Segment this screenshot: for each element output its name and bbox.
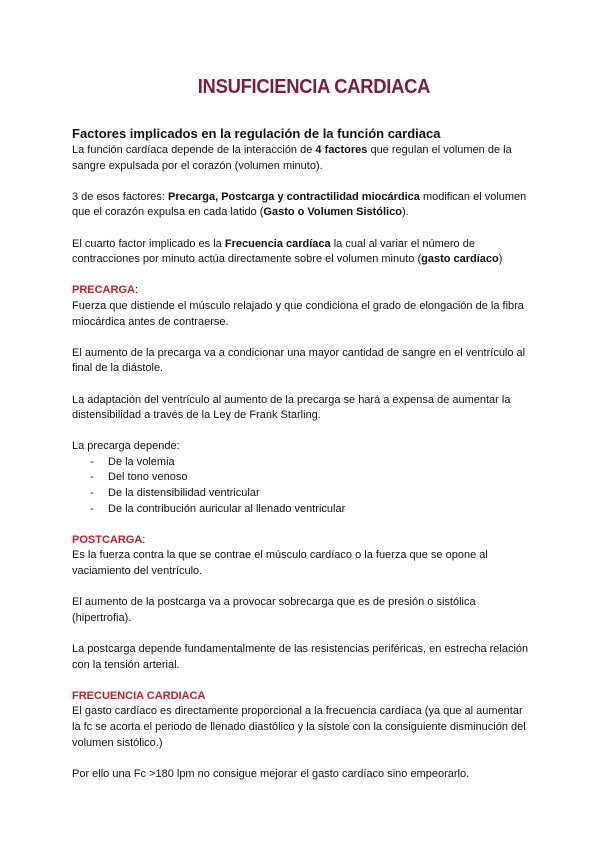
text-run: 3 de esos factores: xyxy=(72,190,168,203)
intro-paragraph-factors xyxy=(72,143,532,174)
document-title: INSUFICIENCIA CARDIACA xyxy=(197,76,431,98)
list-item: - Del tono venoso xyxy=(90,470,532,486)
text-run: ) xyxy=(498,253,503,266)
postcarga-heading-line xyxy=(72,533,532,549)
frecuencia-paragraph-1: El gasto cardíaco es directamente proporcional a la frecuencia cardíaca (ya que al aumentar la fc se acorta el periodo de llenado diastólico y la sístole con la consiguiente disminución del volumen sistólico.) xyxy=(72,705,526,749)
text-run: que regulan el volumen de la sangre expulsada por el corazón (volumen minuto). xyxy=(72,144,512,172)
bold-run: 4 factores xyxy=(315,144,368,156)
section-subtitle: Factores implicados en la regulación de la función cardiaca xyxy=(72,126,441,141)
postcarga-paragraph-3: La postcarga depende fundamentalmente de las resistencias periféricas, en estrecha relación con la tensión arterial. xyxy=(72,643,529,671)
text-run: El cuarto factor implicado es la xyxy=(72,237,225,250)
precarga-depends-list xyxy=(72,455,532,517)
postcarga-paragraph-1: Es la fuerza contra la que se contrae el músculo cardíaco o la fuerza que se opone al vaciamiento del ventrículo. xyxy=(72,549,488,578)
bold-run: gasto cardíaco xyxy=(421,253,499,266)
precarga-heading-line xyxy=(72,283,532,299)
bold-run: Gasto o Volumen Sistólico xyxy=(263,206,402,219)
precarga-heading: PRECARGA xyxy=(72,284,135,297)
precarga-depends-label: La precarga depende: xyxy=(72,440,180,453)
postcarga-heading: POSTCARGA xyxy=(72,533,143,546)
list-item: - De la distensibilidad ventricular xyxy=(90,486,532,502)
postcarga-paragraph-2: El aumento de la postcarga va a provocar sobrecarga que es de presión o sistólica (hipertrofia). xyxy=(72,596,476,624)
precarga-paragraph-2: El aumento de la precarga va a condicionar una mayor cantidad de sangre en el ventrículo al final de la diástole. xyxy=(72,346,526,375)
bold-run: Precarga, Postcarga y contractilidad miocárdica xyxy=(168,190,420,203)
intro-paragraph-fourth-factor xyxy=(72,237,532,268)
text-run: la cual al variar el número de contracciones por minuto actúa directamente sobre el volumen minuto ( xyxy=(72,237,475,266)
heading-colon: : xyxy=(142,533,146,546)
list-item: - De la contribución auricular al llenado ventricular xyxy=(90,502,532,518)
frecuencia-paragraph-2: Por ello una Fc >180 lpm no consigue mejorar el gasto cardíaco sino empeorarlo. xyxy=(72,767,470,780)
text-run: modifican el volumen que el corazón expulsa en cada latido ( xyxy=(72,190,527,219)
text-run: ). xyxy=(401,206,409,219)
text-run: La función cardíaca depende de la interacción de xyxy=(72,144,316,156)
document-page xyxy=(72,74,532,798)
bold-run: Frecuencia cardíaca xyxy=(224,237,331,250)
intro-paragraph-three-factors xyxy=(72,190,532,221)
heading-colon: : xyxy=(134,284,139,297)
precarga-paragraph-3: La adaptación del ventrículo al aumento de la precarga se hará a expensa de aumentar la distensibilidad a través de la Ley de Frank Starling. xyxy=(72,393,511,422)
precarga-paragraph-1: Fuerza que distiende el músculo relajado y que condiciona el grado de elongación de la fibra miocárdica antes de contraerse. xyxy=(72,299,524,328)
list-item: - De la volemia xyxy=(90,455,532,471)
frecuencia-heading: FRECUENCIA CARDIACA xyxy=(72,689,206,702)
